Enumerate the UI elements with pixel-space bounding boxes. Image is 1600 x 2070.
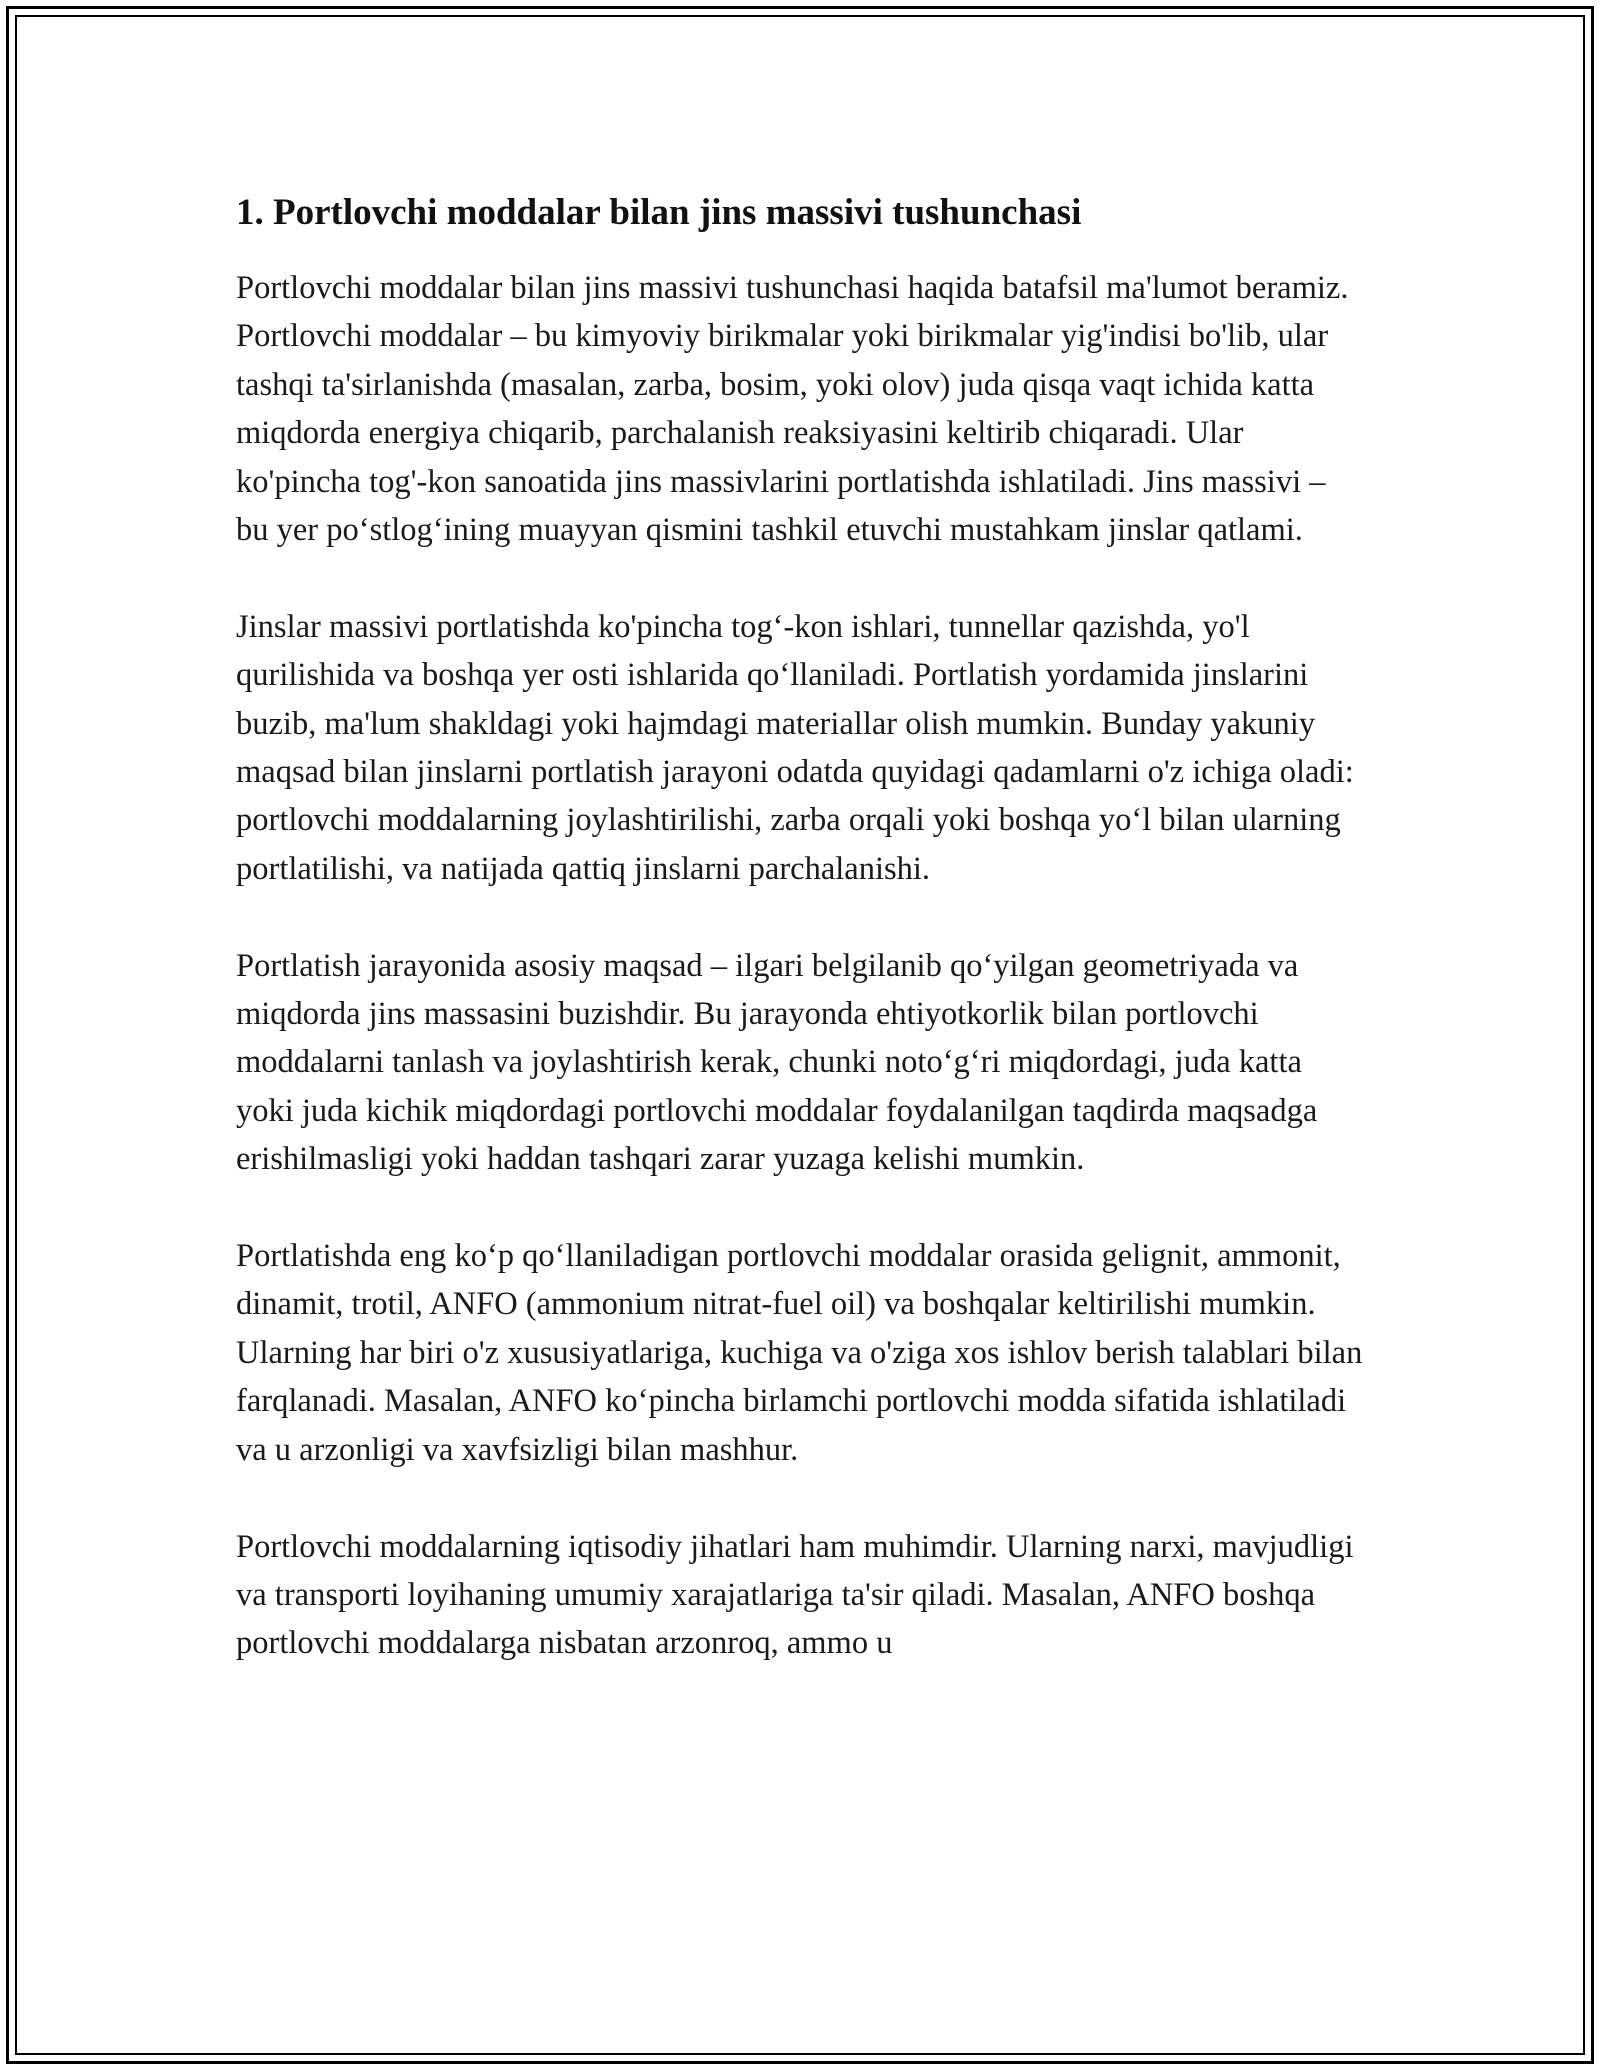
paragraph-1: Portlovchi moddalar bilan jins massivi tushunchasi haqida batafsil ma'lumot beramiz. Portlovchi moddalar – bu kimyoviy birikmalar yoki birikmalar yig'indisi bo'lib, ular tashqi ta'sirlanishda (masalan, zarba, bosim, yoki olov) juda qisqa vaqt ichida katta miqdorda energiya chiqarib, parchalanish reaksiyasini keltirib chiqaradi. Ular ko'pincha tog'-kon sanoatida jins massivlarini portlatishda ishlatiladi. Jins massivi – bu yer po‘stlog‘ining muayyan qismini tashkil etuvchi mustahkam jinslar qatlami. (236, 270, 1349, 549)
paragraph-2: Jinslar massivi portlatishda ko'pincha tog‘-kon ishlari, tunnellar qazishda, yo'l qurilishida va boshqa yer osti ishlarida qo‘llaniladi. Portlatish yordamida jinslarini buzib, ma'lum shakldagi yoki hajmdagi materiallar olish mumkin. Bunday yakuniy maqsad bilan jinslarni portlatish jarayoni odatda quyidagi qadamlarni o'z ichiga oladi: portlovchi moddalarning joylashtirilishi, zarba orqali yoki boshqa yo‘l bilan ularning portlatilishi, va natijada qattiq jinslarni parchalanishi. (236, 608, 1354, 887)
paragraph-4: Portlatishda eng ko‘p qo‘llaniladigan portlovchi moddalar orasida gelignit, ammonit, dinamit, trotil, ANFO (ammonium nitrat-fuel oil) va boshqalar keltirilishi mumkin. Ularning har biri o'z xususiyatlariga, kuchiga va o'ziga xos ishlov berish talablari bilan farqlanadi. Masalan, ANFO ko‘pincha birlamchi portlovchi modda sifatida ishlatiladi va u arzonligi va xavfsizligi bilan mashhur. (236, 1238, 1363, 1468)
paragraph-3: Portlatish jarayonida asosiy maqsad – ilgari belgilanib qo‘yilgan geometriyada va miqdorda jins massasini buzishdir. Bu jarayonda ehtiyotkorlik bilan portlovchi moddalarni tanlash va joylashtirish kerak, chunki noto‘g‘ri miqdordagi, juda katta yoki juda kichik miqdordagi portlovchi moddalar foydalanilgan taqdirda maqsadga erishilmasligi yoki haddan tashqari zarar yuzaga kelishi mumkin. (236, 947, 1318, 1178)
document-body (236, 186, 1366, 1668)
paragraph-5: Portlovchi moddalarning iqtisodiy jihatlari ham muhimdir. Ularning narxi, mavjudligi va transporti loyihaning umumiy xarajatlariga ta'sir qiladi. Masalan, ANFO boshqa portlovchi moddalarga nisbatan arzonroq, ammo u (236, 1528, 1354, 1662)
section-heading: 1. Portlovchi moddalar bilan jins massivi tushunchasi (236, 192, 1082, 233)
